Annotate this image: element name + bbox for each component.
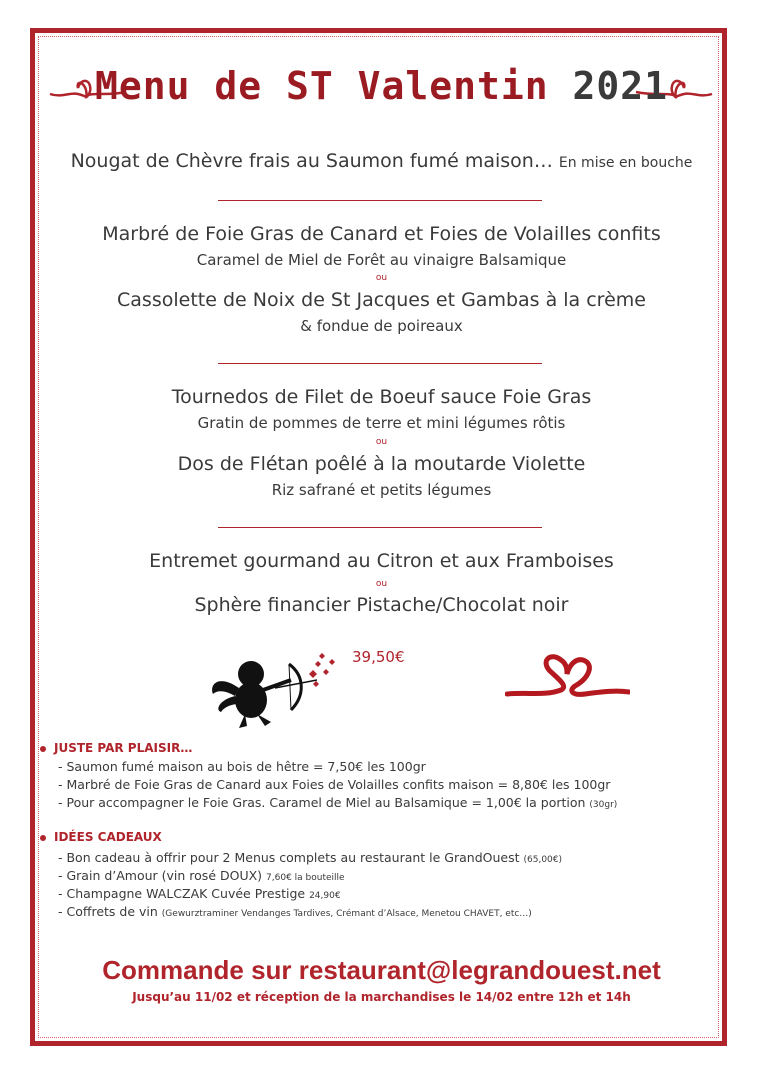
plat-dish-1-sub: Gratin de pommes de terre et mini légumes rôtis xyxy=(197,414,566,432)
plat-ou: ou xyxy=(375,437,388,447)
plat-dish-1: Tournedos de Filet de Boeuf sauce Foie Gras xyxy=(171,386,592,408)
bullet-icon xyxy=(40,835,46,841)
title-text: Menu de ST Valentin xyxy=(94,64,549,108)
idees-item-3-text: - Champagne WALCZAK Cuvée Prestige xyxy=(58,886,306,901)
juste-item-2 xyxy=(58,777,610,792)
idees-item-2 xyxy=(58,868,345,883)
idees-item-1-text: - Bon cadeau à offrir pour 2 Menus complets au restaurant le GrandOuest xyxy=(58,850,520,865)
page-title xyxy=(0,64,763,108)
idees-item-3-note: 24,90€ xyxy=(309,891,341,901)
idees-item-3 xyxy=(58,886,341,901)
entree-dish-1-sub: Caramel de Miel de Forêt au vinaigre Balsamique xyxy=(196,251,567,269)
juste-item-2-text: - Marbré de Foie Gras de Canard aux Foies de Volailles confits maison = 8,80€ les 100gr xyxy=(58,777,611,792)
idees-item-1-note: (65,00€) xyxy=(523,855,563,865)
cupid-icon xyxy=(205,650,345,730)
juste-item-3 xyxy=(58,795,617,810)
idees-item-4-text: - Coffrets de vin xyxy=(58,904,158,919)
order-email[interactable]: Commande sur restaurant@legrandouest.net xyxy=(102,955,661,985)
entree-dish-2: Cassolette de Noix de St Jacques et Gambas à la crème xyxy=(117,289,646,311)
juste-item-3-text: - Pour accompagner le Foie Gras. Caramel de Miel au Balsamique = 1,00€ la portion xyxy=(58,795,586,810)
dessert-dish-2: Sphère financier Pistache/Chocolat noir xyxy=(194,594,569,616)
plat-dish-2-sub: Riz safrané et petits légumes xyxy=(271,481,492,499)
juste-heading xyxy=(40,741,192,755)
idees-heading-text: IDÉES CADEAUX xyxy=(54,830,162,844)
title-year: 2021 xyxy=(572,64,669,108)
dessert-ou: ou xyxy=(375,579,388,589)
amuse-line xyxy=(0,150,763,172)
separator xyxy=(218,363,542,364)
menu-price: 39,50€ xyxy=(352,648,405,666)
idees-item-1 xyxy=(58,850,562,865)
order-deadline: Jusqu’au 11/02 et réception de la marchandises le 14/02 entre 12h et 14h xyxy=(132,990,631,1004)
separator xyxy=(218,527,542,528)
entree-dish-2-sub: & fondue de poireaux xyxy=(300,317,463,335)
idees-item-2-text: - Grain d’Amour (vin rosé DOUX) xyxy=(58,868,263,883)
idees-item-4-note: (Gewurztraminer Vendanges Tardives, Crémant d’Alsace, Menetou CHAVET, etc…) xyxy=(161,909,532,919)
idees-item-4 xyxy=(58,904,532,919)
dessert-dish-1: Entremet gourmand au Citron et aux Framboises xyxy=(149,550,614,572)
bullet-icon xyxy=(40,746,46,752)
idees-heading xyxy=(40,830,162,844)
juste-item-1-text: - Saumon fumé maison au bois de hêtre = 7,50€ les 100gr xyxy=(58,759,426,774)
juste-heading-text: JUSTE PAR PLAISIR… xyxy=(54,741,193,755)
plat-dish-2: Dos de Flétan poêlé à la moutarde Violette xyxy=(177,453,586,475)
ribbon-heart-icon xyxy=(505,650,630,705)
idees-item-2-note: 7,60€ la bouteille xyxy=(266,873,345,883)
juste-item-3-note: (30gr) xyxy=(589,800,618,810)
juste-item-1 xyxy=(58,759,426,774)
amuse-dish: Nougat de Chèvre frais au Saumon fumé maison… xyxy=(70,150,553,172)
amuse-note: En mise en bouche xyxy=(558,155,693,171)
separator xyxy=(218,200,542,201)
entree-dish-1: Marbré de Foie Gras de Canard et Foies de Volailles confits xyxy=(102,223,661,245)
entree-ou: ou xyxy=(375,273,388,283)
